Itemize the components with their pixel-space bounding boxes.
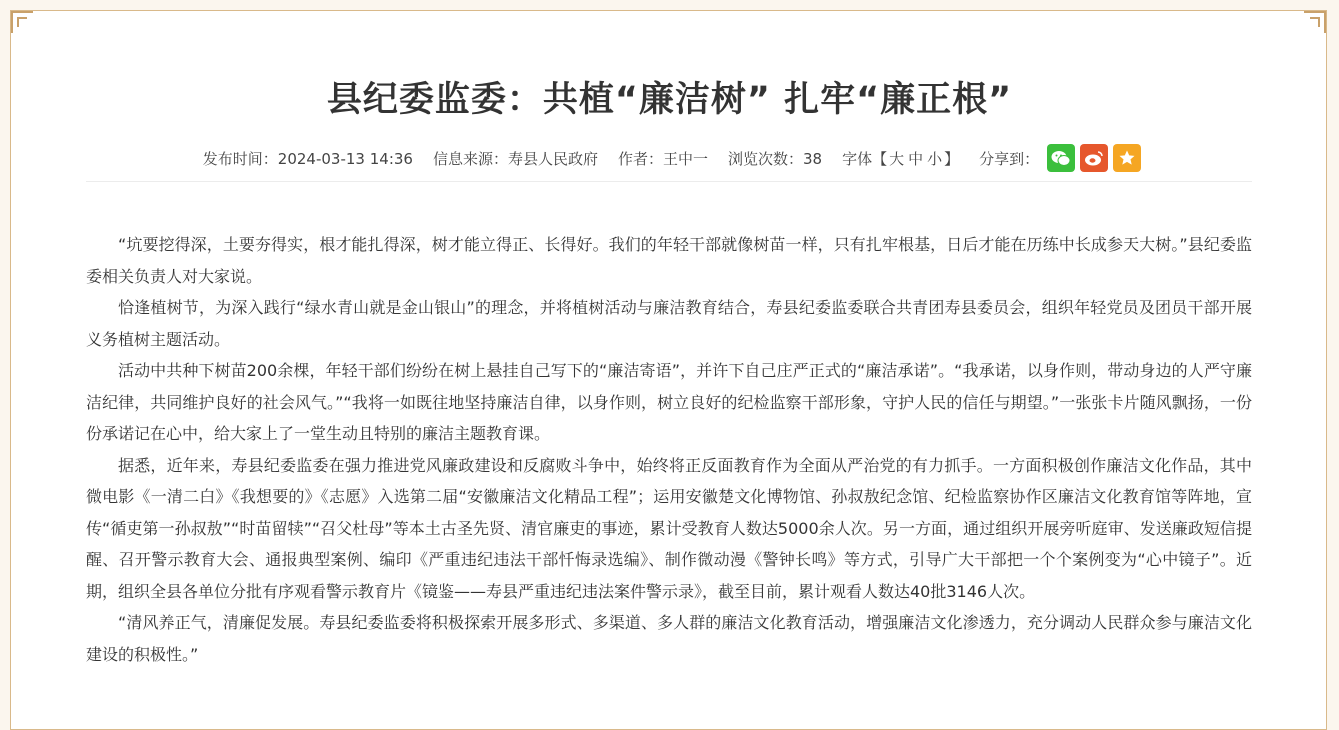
article-paragraph: “清风养正气，清廉促发展。寿县纪委监委将积极探索开展多形式、多渠道、多人群的廉洁文化教育活动，增强廉洁文化渗透力，充分调动人民群众参与廉洁文化建设的积极性。” [86, 613, 1252, 664]
wechat-icon[interactable] [1047, 144, 1075, 172]
frame-corner-ornament [11, 11, 33, 33]
info-source: 信息来源：寿县人民政府 [432, 149, 598, 168]
article-paragraph: 活动中共种下树苗200余棵，年轻干部们纷纷在树上悬挂自己写下的“廉洁寄语”，并许下自己庄严正式的“廉洁承诺”。“我承诺，以身作则，带动身边的人严守廉洁纪律，共同维护良好的社会风气。”“我将一如既往地坚持廉洁自律，以身作则，树立良好的纪检监察干部形象，守护人民的信任与期望。”一张张卡片随风飘扬，一份份承诺记在心中，给大家上了一堂生动且特别的廉洁主题教育课。 [86, 361, 1252, 443]
article-paragraph: 据悉，近年来，寿县纪委监委在强力推进党风廉政建设和反腐败斗争中，始终将正反面教育作为全面从严治党的有力抓手。一方面积极创作廉洁文化作品，其中微电影《一清二白》《我想要的》《志愿》入选第二届“安徽廉洁文化精品工程”；运用安徽楚文化博物馆、孙叔敖纪念馆、纪检监察协作区廉洁文化教育馆等阵地，宣传“循吏第一孙叔敖”“时苗留犊”“召父杜母”等本土古圣先贤、清官廉吏的事迹，累计受教育人数达5000余人次。另一方面，通过组织开展旁听庭审、发送廉政短信提醒、召开警示教育大会、通报典型案例、编印《严重违纪违法干部忏悔录选编》、制作微动漫《警钟长鸣》等方式，引导广大干部把一个个案例变为“心中镜子”。近期，组织全县各单位分批有序观看警示教育片《镜鉴——寿县严重违纪违法案件警示录》，截至目前，累计观看人数达40批3146人次。 [86, 455, 1252, 601]
publish-time: 发布时间：2024-03-13 14:36 [202, 149, 413, 168]
meta-divider [86, 181, 1252, 182]
frame-corner-ornament [1304, 11, 1326, 33]
article-meta [0, 144, 1339, 172]
share-bar [979, 144, 1146, 172]
article-title: 县纪委监委：共植“廉洁树” 扎牢“廉正根” [326, 80, 1013, 120]
font-size-control [842, 148, 959, 169]
article-body [86, 229, 1252, 670]
font-small-button[interactable]: 小 [927, 149, 943, 168]
font-size-bracket: 】 [944, 149, 960, 168]
weibo-icon[interactable] [1080, 144, 1108, 172]
article-paragraph: “坑要挖得深，土要夯得实，根才能扎得深，树才能立得正、长得好。我们的年轻干部就像树苗一样，只有扎牢根基，日后才能在历练中长成参天大树。”县纪委监委相关负责人对大家说。 [86, 235, 1252, 286]
author: 作者：王中一 [617, 149, 708, 168]
font-size-label: 字体【 [842, 149, 888, 168]
share-label: 分享到： [979, 149, 1040, 168]
view-count: 浏览次数：38 [728, 149, 823, 168]
article-paragraph: 恰逢植树节，为深入践行“绿水青山就是金山银山”的理念，并将植树活动与廉洁教育结合，寿县纪委监委联合共青团寿县委员会，组织年轻党员及团员干部开展义务植树主题活动。 [86, 298, 1252, 349]
favorite-icon[interactable] [1113, 144, 1141, 172]
font-medium-button[interactable]: 中 [908, 149, 924, 168]
font-large-button[interactable]: 大 [889, 149, 905, 168]
